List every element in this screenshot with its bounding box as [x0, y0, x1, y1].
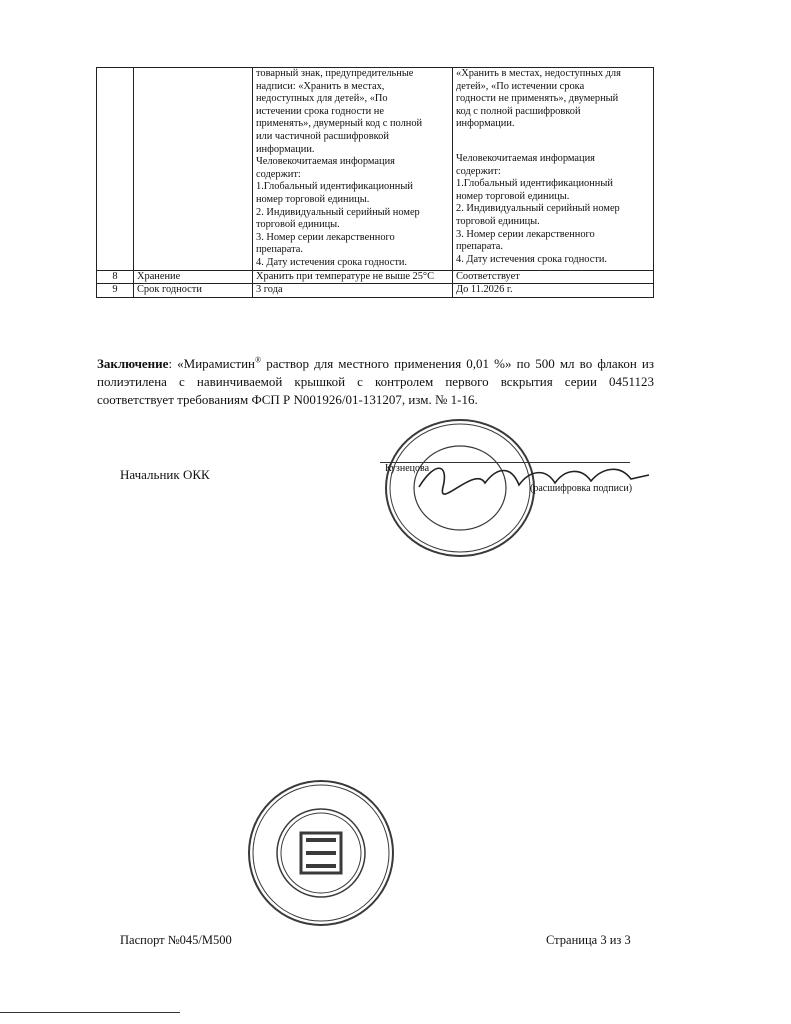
requirement-line: надписи: «Хранить в местах,	[256, 80, 385, 92]
signature-caption: (расшифровка подписи)	[530, 483, 633, 494]
actual-line: 3. Номер серии лекарственного	[456, 228, 595, 240]
requirement-line: содержит:	[256, 168, 301, 180]
signatory-name: Кузнецова	[385, 463, 430, 474]
actual-line: детей», «По истечении срока	[456, 80, 585, 92]
requirement-line: истечении срока годности не	[256, 105, 384, 117]
actual-line: код с полной расшифровкой	[456, 105, 581, 117]
requirement-line: Человекочитаемая информация	[256, 156, 395, 168]
actual-line: 4. Дату истечения срока годности.	[456, 253, 608, 265]
row-number-cell: 9	[97, 284, 134, 298]
actual-cell	[453, 68, 654, 271]
requirement-line: номер торговой единицы.	[256, 193, 370, 205]
actual-line: информации.	[456, 118, 515, 130]
table-row	[97, 284, 654, 298]
actual-line: номер торговой единицы.	[456, 190, 570, 202]
requirement-cell: 3 года	[253, 284, 453, 298]
requirement-line: 4. Дату истечения срока годности.	[256, 256, 408, 268]
conclusion-paragraph	[97, 355, 654, 409]
row-name-cell: Хранение	[134, 270, 253, 284]
actual-line: торговой единицы.	[456, 215, 540, 227]
row-number-cell: 8	[97, 270, 134, 284]
actual-line: содержит:	[456, 165, 501, 177]
passport-number: Паспорт №045/М500	[120, 933, 232, 947]
actual-cell: Соответствует	[453, 270, 654, 284]
actual-line: годности не применять», двумерный	[456, 93, 619, 105]
row-name-cell: Срок годности	[134, 284, 253, 298]
row-number-cell	[97, 68, 134, 271]
requirement-line: препарата.	[256, 244, 303, 256]
actual-line: Человекочитаемая информация	[456, 152, 595, 164]
requirement-line: 1.Глобальный идентификационный	[256, 181, 413, 193]
actual-line: 2. Индивидуальный серийный номер	[456, 203, 620, 215]
actual-line: 1.Глобальный идентификационный	[456, 178, 613, 190]
table-row	[97, 68, 654, 271]
divider	[0, 1012, 180, 1013]
page-number: Страница 3 из 3	[546, 933, 631, 947]
requirement-cell: Хранить при температуре не выше 25°C	[253, 270, 453, 284]
actual-line: препарата.	[456, 241, 503, 253]
requirement-line: недоступных для детей», «По	[256, 93, 388, 105]
requirement-line: информации.	[256, 143, 315, 155]
spec-table	[96, 67, 654, 298]
row-name-cell	[134, 68, 253, 271]
conclusion-label: Заключение	[97, 356, 169, 371]
actual-line: «Хранить в местах, недоступных для	[456, 68, 621, 79]
requirement-line: торговой единицы.	[256, 219, 340, 231]
registered-mark: ®	[255, 355, 262, 365]
spacer	[456, 131, 650, 142]
signatory-role: Начальник ОКК	[120, 467, 210, 482]
actual-cell: До 11.2026 г.	[453, 284, 654, 298]
requirement-line: или частичной расшифровкой	[256, 130, 389, 142]
spacer	[456, 142, 650, 153]
requirement-line: применять», двумерный код с полной	[256, 118, 423, 130]
requirement-line: товарный знак, предупредительные	[256, 68, 414, 79]
requirement-line: 3. Номер серии лекарственного	[256, 231, 395, 243]
table-row	[97, 270, 654, 284]
company-seal	[246, 778, 396, 928]
requirement-cell	[253, 68, 453, 271]
conclusion-text: раствор для местного применения 0,01 %» по 500 мл во флакон из полиэтилена с навинчиваемой крышкой с контролем первого вскрытия серии 0451123 соответствует требованиям ФСП Р N001926/01-131207, изм. № 1-16.	[97, 356, 655, 407]
conclusion-text: : «Мирамистин	[168, 356, 256, 371]
requirement-line: 2. Индивидуальный серийный номер	[256, 206, 420, 218]
